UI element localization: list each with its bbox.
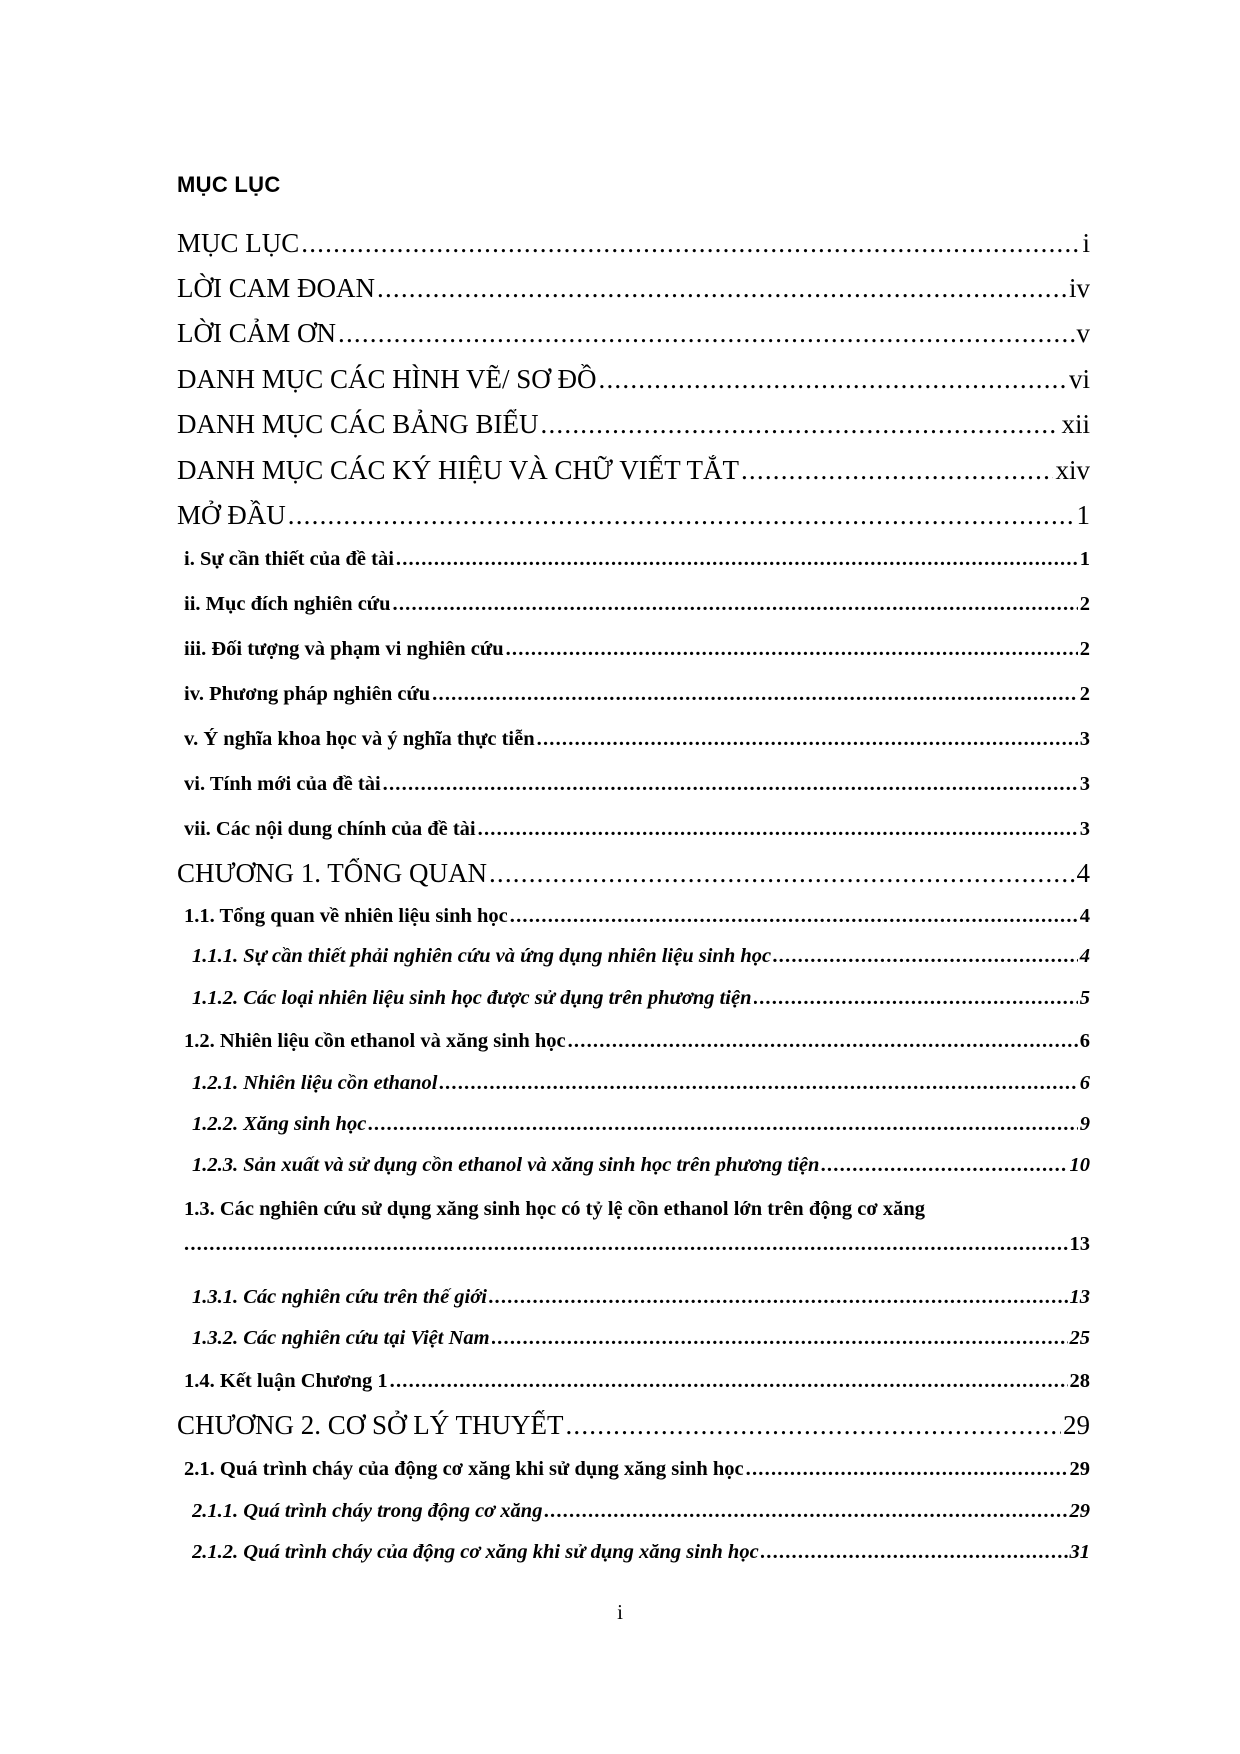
toc-entry-label: MỞ ĐẦU (177, 500, 286, 530)
toc-entry[interactable] (184, 728, 1090, 751)
dot-leader (338, 318, 1075, 349)
toc-entry-label: 1.4. Kết luận Chương 1 (184, 1370, 388, 1392)
dot-leader (541, 409, 1060, 440)
toc-entry-label: 1.2.1. Nhiên liệu cồn ethanol (192, 1072, 438, 1094)
toc-entry-label: CHƯƠNG 1. TỔNG QUAN (177, 858, 487, 888)
toc-entry-page: 3 (1079, 818, 1090, 840)
dot-leader (439, 1072, 1077, 1095)
toc-entry-page: 29 (1069, 1458, 1090, 1480)
toc-entry-label: 2.1. Quá trình cháy của động cơ xăng khi sử dụng xăng sinh học (184, 1458, 744, 1480)
toc-entry[interactable] (184, 905, 1090, 928)
dot-leader (544, 1500, 1067, 1523)
toc-entry-page: xiv (1055, 455, 1090, 485)
dot-leader (506, 638, 1078, 661)
toc-entry-label: 2.1.2. Quá trình cháy của động cơ xăng khi sử dụng xăng sinh học (192, 1541, 759, 1563)
toc-entry-label: iv. Phương pháp nghiên cứu (184, 683, 431, 705)
toc-entry-label: vii. Các nội dung chính của đề tài (184, 818, 476, 840)
toc-entry-label: v. Ý nghĩa khoa học và ý nghĩa thực tiễn (184, 728, 535, 750)
toc-entry-page: 29 (1069, 1500, 1090, 1522)
toc-entry[interactable] (192, 1286, 1090, 1309)
toc-entry[interactable] (184, 773, 1090, 796)
dot-leader (368, 1113, 1077, 1136)
toc-entry[interactable] (184, 683, 1090, 706)
toc-entry-page: 2 (1079, 683, 1090, 705)
dot-leader (478, 818, 1078, 841)
toc-entry-page: xii (1061, 409, 1090, 439)
toc-entry-label: 1.1. Tổng quan về nhiên liệu sinh học (184, 905, 508, 927)
toc-entry-label: iii. Đối tượng và phạm vi nghiên cứu (184, 638, 504, 660)
toc-entry[interactable] (192, 987, 1090, 1010)
toc-entry-label: 1.2.3. Sản xuất và sử dụng cồn ethanol và xăng sinh học trên phương tiện (192, 1154, 820, 1176)
toc-entry-label: MỤC LỤC (177, 228, 300, 258)
dot-leader (383, 773, 1078, 796)
dot-leader (741, 455, 1054, 486)
dot-leader (761, 1541, 1068, 1564)
toc-entry-label: LỜI CAM ĐOAN (177, 273, 375, 303)
toc-entry-page: 3 (1079, 728, 1090, 750)
toc-entry[interactable] (184, 1458, 1090, 1481)
toc-entry[interactable] (192, 1500, 1090, 1523)
dot-leader (396, 548, 1078, 571)
toc-entry-label: 1.3.1. Các nghiên cứu trên thế giới (192, 1286, 487, 1308)
toc-entry-page: 5 (1079, 987, 1090, 1009)
dot-leader (821, 1154, 1067, 1177)
toc-entry[interactable] (184, 1370, 1090, 1393)
toc-entry[interactable] (184, 1030, 1090, 1053)
page-number: i (617, 1600, 623, 1624)
toc-entry-page: 9 (1079, 1113, 1090, 1135)
toc-entry[interactable] (177, 858, 1090, 889)
page-title: MỤC LỤC (177, 172, 281, 197)
toc-entry[interactable] (177, 318, 1090, 349)
toc-entry-label: DANH MỤC CÁC BẢNG BIỂU (177, 409, 539, 439)
dot-leader (773, 945, 1078, 968)
toc-entry-label: LỜI CẢM ƠN (177, 318, 336, 348)
toc-entry-label: DANH MỤC CÁC HÌNH VẼ/ SƠ ĐỒ (177, 364, 597, 394)
toc-entry-label: 1.2.2. Xăng sinh học (192, 1113, 367, 1135)
toc-entry[interactable] (177, 409, 1090, 440)
toc-entry[interactable] (184, 638, 1090, 661)
toc-entry[interactable] (192, 1072, 1090, 1095)
toc-entry-label: i. Sự cần thiết của đề tài (184, 548, 394, 570)
dot-leader (390, 1370, 1068, 1393)
toc-entry-label: vi. Tính mới của đề tài (184, 773, 381, 795)
toc-entry[interactable] (192, 1327, 1090, 1350)
toc-entry-page: 25 (1069, 1327, 1090, 1349)
toc-entry[interactable] (192, 945, 1090, 968)
toc-entry[interactable] (177, 455, 1090, 486)
toc-entry-label: 1.3.2. Các nghiên cứu tại Việt Nam (192, 1327, 490, 1349)
toc-entry-page: 4 (1079, 945, 1090, 967)
dot-leader (301, 228, 1080, 259)
toc-entry-label: CHƯƠNG 2. CƠ SỞ LÝ THUYẾT (177, 1410, 564, 1440)
toc-entry-page: 2 (1079, 593, 1090, 615)
dot-leader (510, 905, 1078, 928)
toc-entry[interactable] (192, 1541, 1090, 1564)
toc-entry-label: ii. Mục đích nghiên cứu (184, 593, 391, 615)
dot-leader (746, 1458, 1068, 1481)
toc-entry[interactable] (177, 500, 1090, 531)
toc-entry-page: 2 (1079, 638, 1090, 660)
toc-entry-continuation[interactable] (184, 1233, 1090, 1256)
toc-entry-label: 1.1.2. Các loại nhiên liệu sinh học được sử dụng trên phương tiện (192, 987, 752, 1009)
toc-entry-page: 13 (1069, 1233, 1090, 1255)
dot-leader (489, 858, 1075, 889)
toc-entry-label: DANH MỤC CÁC KÝ HIỆU VÀ CHỮ VIẾT TẮT (177, 455, 739, 485)
dot-leader (288, 500, 1075, 531)
toc-entry-page: i (1082, 228, 1090, 258)
toc-entry[interactable] (177, 228, 1090, 259)
dot-leader (537, 728, 1078, 751)
toc-entry-page: 13 (1069, 1286, 1090, 1308)
toc-entry-page: 31 (1069, 1541, 1090, 1563)
dot-leader (754, 987, 1078, 1010)
dot-leader (377, 273, 1067, 304)
toc-entry-label: 1.1.1. Sự cần thiết phải nghiên cứu và ứng dụng nhiên liệu sinh học (192, 945, 772, 967)
toc-entry-page: iv (1068, 273, 1090, 303)
toc-entry[interactable] (192, 1113, 1090, 1136)
toc-entry-page: 4 (1079, 905, 1090, 927)
toc-entry-page: 10 (1069, 1154, 1090, 1176)
dot-leader (568, 1030, 1078, 1053)
toc-entry[interactable] (184, 818, 1090, 841)
toc-entry-page: vi (1068, 364, 1090, 394)
toc-entry-page: 6 (1079, 1030, 1090, 1052)
toc-entry-page: 1 (1079, 548, 1090, 570)
dot-leader (489, 1286, 1068, 1309)
toc-entry[interactable] (192, 1154, 1090, 1177)
toc-entry[interactable] (184, 593, 1090, 616)
toc-entry-page: 28 (1069, 1370, 1090, 1392)
toc-entry-label: 2.1.1. Quá trình cháy trong động cơ xăng (192, 1500, 543, 1522)
toc-entry[interactable] (184, 548, 1090, 571)
toc-entry-page: 6 (1079, 1072, 1090, 1094)
toc-entry-page: 29 (1063, 1410, 1090, 1440)
toc-entry-page: 3 (1079, 773, 1090, 795)
toc-entry-page: 4 (1076, 858, 1090, 888)
toc-entry[interactable] (177, 364, 1090, 395)
dot-leader (184, 1233, 1068, 1256)
toc-entry-label: 1.2. Nhiên liệu cồn ethanol và xăng sinh học (184, 1030, 566, 1052)
dot-leader (599, 364, 1067, 395)
toc-entry-page: 1 (1076, 500, 1090, 530)
toc-entry-page: v (1076, 318, 1090, 348)
dot-leader (432, 683, 1078, 706)
toc-entry[interactable] (177, 273, 1090, 304)
dot-leader (565, 1410, 1061, 1441)
dot-leader (492, 1327, 1068, 1350)
toc-entry-label[interactable]: 1.3. Các nghiên cứu sử dụng xăng sinh học có tỷ lệ cồn ethanol lớn trên động cơ xăng (184, 1198, 925, 1220)
dot-leader (393, 593, 1078, 616)
toc-entry[interactable] (177, 1410, 1090, 1441)
